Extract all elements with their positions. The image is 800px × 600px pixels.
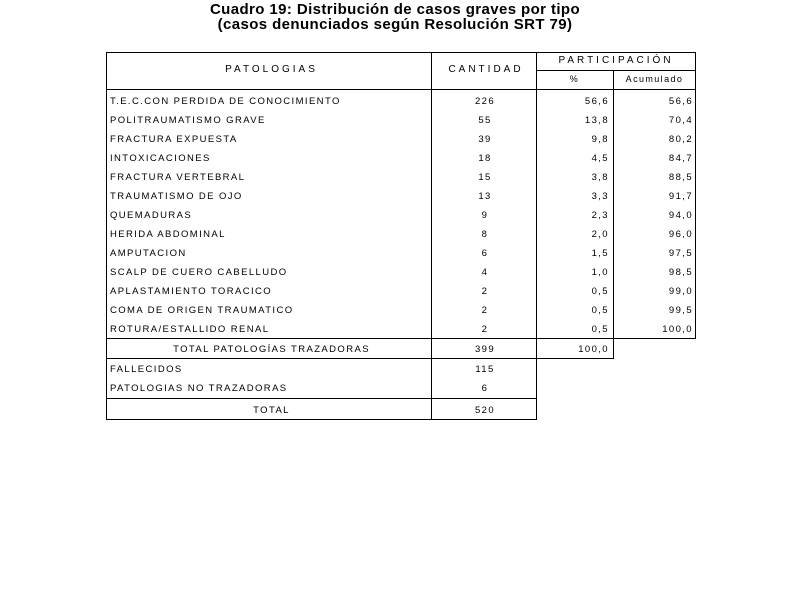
row-pct: 1,5	[591, 248, 609, 259]
rule-top	[106, 52, 431, 53]
row-pct: 3,8	[591, 172, 609, 183]
total-trazadoras-label: TOTAL PATOLOGÍAS TRAZADORAS	[173, 344, 370, 355]
row-label: APLASTAMIENTO TORACICO	[110, 286, 273, 297]
row-acumulado: 99,5	[668, 305, 693, 316]
row-label: HERIDA ABDOMINAL	[110, 229, 226, 240]
row-pct: 9,8	[591, 134, 609, 145]
title-line-2: (casos denunciados según Resolución SRT 79)	[217, 16, 573, 33]
rule-after-cantidad	[536, 52, 537, 420]
row-pct: 4,5	[591, 153, 609, 164]
rule-no-trazadoras-bottom	[106, 398, 536, 399]
row-pct: 0,5	[591, 286, 609, 297]
row-acumulado: 96,0	[668, 229, 693, 240]
rule-sub-header	[536, 70, 696, 71]
row-acumulado: 70,4	[668, 115, 693, 126]
row-cantidad: 18	[478, 153, 492, 164]
fallecidos-label: FALLECIDOS	[110, 364, 183, 375]
header-cantidad: CANTIDAD	[448, 64, 524, 75]
no-trazadoras-label: PATOLOGIAS NO TRAZADORAS	[110, 383, 288, 394]
row-cantidad: 13	[478, 191, 492, 202]
row-cantidad: 39	[478, 134, 492, 145]
row-acumulado: 80,2	[668, 134, 693, 145]
header-participacion: PARTICIPACIÓN	[558, 55, 674, 66]
row-acumulado: 98,5	[668, 267, 693, 278]
title-line-1: Cuadro 19: Distribución de casos graves por tipo	[209, 1, 581, 18]
no-trazadoras-cantidad: 6	[481, 383, 489, 394]
rule-header-bottom	[106, 89, 696, 90]
rule-after-pct	[613, 70, 614, 359]
row-pct: 3,3	[591, 191, 609, 202]
row-label: QUEMADURAS	[110, 210, 193, 221]
row-acumulado: 91,7	[668, 191, 693, 202]
total-trazadoras-cantidad: 399	[474, 344, 496, 355]
rule-left	[106, 52, 107, 420]
row-pct: 0,5	[591, 324, 609, 335]
row-label: ROTURA/ESTALLIDO RENAL	[110, 324, 270, 335]
row-cantidad: 2	[481, 324, 489, 335]
row-acumulado: 94,0	[668, 210, 693, 221]
rule-table-bottom	[106, 419, 536, 420]
header-patologias: PATOLOGIAS	[225, 64, 318, 75]
row-pct: 0,5	[591, 305, 609, 316]
row-acumulado: 56,6	[668, 96, 693, 107]
row-pct: 2,0	[591, 229, 609, 240]
row-label: TRAUMATISMO DE OJO	[110, 191, 243, 202]
rule-after-label	[431, 52, 432, 420]
row-label: SCALP DE CUERO CABELLUDO	[110, 267, 288, 278]
fallecidos-cantidad: 115	[475, 364, 495, 375]
header-acumulado: Acumulado	[625, 74, 684, 84]
total-cantidad: 520	[474, 405, 496, 416]
row-cantidad: 2	[481, 286, 489, 297]
row-pct: 56,6	[584, 96, 609, 107]
row-label: POLITRAUMATISMO GRAVE	[110, 115, 266, 126]
row-cantidad: 4	[481, 267, 489, 278]
row-label: AMPUTACION	[110, 248, 187, 259]
row-label: COMA DE ORIGEN TRAUMATICO	[110, 305, 294, 316]
rule-top-mid	[431, 52, 536, 53]
row-acumulado: 84,7	[668, 153, 693, 164]
rule-top-participacion	[536, 52, 696, 53]
row-cantidad: 55	[478, 115, 492, 126]
header-pct: %	[569, 74, 580, 84]
row-label: FRACTURA VERTEBRAL	[110, 172, 246, 183]
row-pct: 1,0	[591, 267, 609, 278]
row-label: INTOXICACIONES	[110, 153, 211, 164]
row-acumulado: 99,0	[668, 286, 693, 297]
total-trazadoras-pct: 100,0	[578, 344, 609, 355]
rule-right	[695, 52, 696, 339]
total-label: TOTAL	[253, 405, 290, 416]
row-label: T.E.C.CON PERDIDA DE CONOCIMIENTO	[110, 96, 341, 107]
row-pct: 13,8	[584, 115, 609, 126]
row-pct: 2,3	[591, 210, 609, 221]
row-cantidad: 6	[481, 248, 489, 259]
row-acumulado: 100,0	[662, 324, 693, 335]
row-cantidad: 15	[478, 172, 492, 183]
row-acumulado: 88,5	[668, 172, 693, 183]
row-cantidad: 8	[481, 229, 489, 240]
row-acumulado: 97,5	[668, 248, 693, 259]
row-cantidad: 2	[481, 305, 489, 316]
row-cantidad: 226	[474, 96, 496, 107]
row-label: FRACTURA EXPUESTA	[110, 134, 238, 145]
row-cantidad: 9	[481, 210, 489, 221]
